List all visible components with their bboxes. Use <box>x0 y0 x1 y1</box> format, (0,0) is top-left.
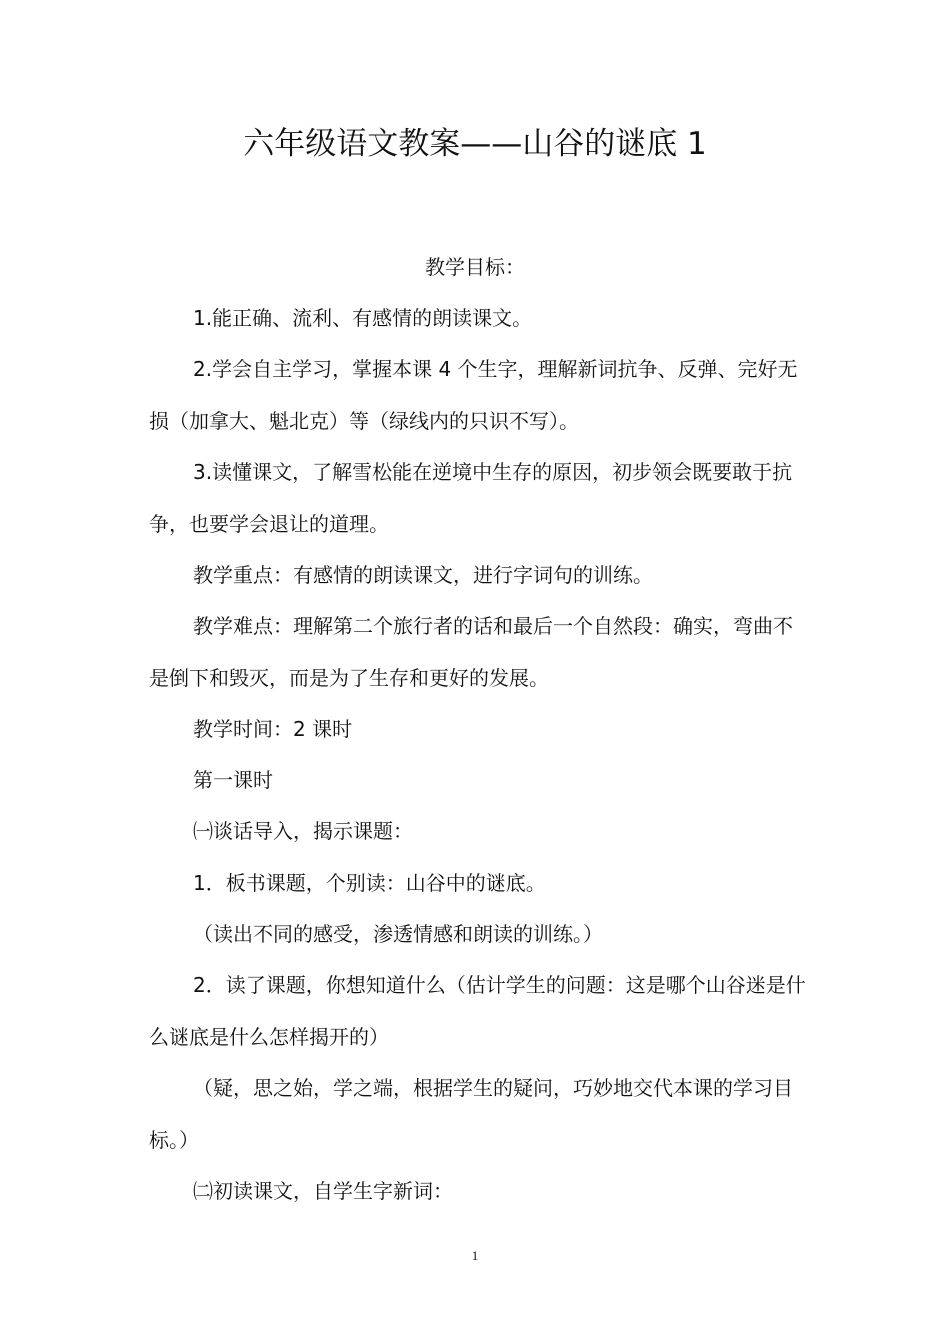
paragraph: ㈠谈话导入，揭示课题： <box>193 819 413 843</box>
paragraph: 1.能正确、流利、有感情的朗读课文。 <box>193 306 533 330</box>
document-title: 六年级语文教案——山谷的谜底 1 <box>243 126 707 162</box>
paragraph: 3.读懂课文，了解雪松能在逆境中生存的原因，初步领会既要敢于抗争，也要学会退让的道理。 <box>149 460 793 536</box>
paragraph: （读出不同的感受，渗透情感和朗读的训练。） <box>193 922 603 946</box>
paragraph: 1．板书课题，个别读：山谷中的谜底。 <box>193 871 546 895</box>
section-heading-goals: 教学目标： <box>425 255 525 279</box>
paragraph: 教学难点：理解第二个旅行者的话和最后一个自然段：确实，弯曲不是倒下和毁灭，而是为了生存和更好的发展。 <box>149 614 793 690</box>
paragraph: 教学时间：2 课时 <box>193 717 353 741</box>
paragraph: 第一课时 <box>193 768 273 792</box>
paragraph: 2.学会自主学习，掌握本课 4 个生字，理解新词抗争、反弹、完好无损（加拿大、魁北克）等（绿线内的只识不写）。 <box>149 357 798 433</box>
page-number: 1 <box>471 1248 479 1263</box>
paragraph: 2．读了课题，你想知道什么（估计学生的问题：这是哪个山谷迷是什么谜底是什么怎样揭开的） <box>149 973 806 1049</box>
paragraph: （疑，思之始，学之端，根据学生的疑问，巧妙地交代本课的学习目标。） <box>149 1076 793 1152</box>
paragraph: ㈡初读课文，自学生字新词： <box>193 1179 453 1203</box>
paragraph: 教学重点：有感情的朗读课文，进行字词句的训练。 <box>193 563 653 587</box>
